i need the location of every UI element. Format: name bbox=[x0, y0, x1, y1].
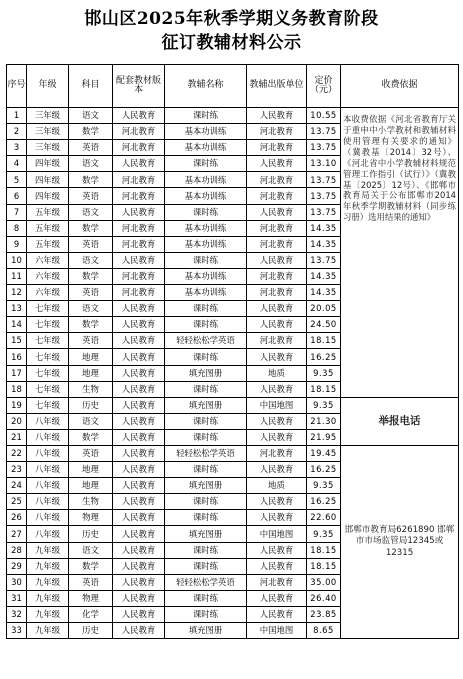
cell-subject: 英语 bbox=[69, 333, 113, 349]
cell-material-name: 基本功训练 bbox=[165, 172, 247, 188]
cell-edition: 人民教育 bbox=[113, 462, 165, 478]
cell-grade: 四年级 bbox=[27, 172, 69, 188]
cell-material-name: 基本功训练 bbox=[165, 140, 247, 156]
table-header-row bbox=[7, 65, 459, 108]
cell-grade: 四年级 bbox=[27, 156, 69, 172]
header-edition: 配套教材版本 bbox=[113, 65, 165, 108]
cell-material-name: 课时练 bbox=[165, 381, 247, 397]
cell-price: 21.30 bbox=[307, 413, 341, 429]
cell-price: 18.15 bbox=[307, 333, 341, 349]
cell-publisher: 中国地图 bbox=[247, 526, 307, 542]
cell-grade: 八年级 bbox=[27, 413, 69, 429]
cell-publisher: 河北教育 bbox=[247, 220, 307, 236]
cell-subject: 数学 bbox=[69, 268, 113, 284]
cell-seq: 1 bbox=[7, 108, 27, 124]
cell-grade: 八年级 bbox=[27, 510, 69, 526]
cell-seq: 25 bbox=[7, 494, 27, 510]
cell-material-name: 基本功训练 bbox=[165, 188, 247, 204]
cell-price: 13.75 bbox=[307, 140, 341, 156]
cell-material-name: 基本功训练 bbox=[165, 236, 247, 252]
cell-price: 18.15 bbox=[307, 558, 341, 574]
cell-subject: 语文 bbox=[69, 301, 113, 317]
cell-publisher: 人民教育 bbox=[247, 462, 307, 478]
cell-publisher: 人民教育 bbox=[247, 317, 307, 333]
header-basis: 收费依据 bbox=[341, 65, 459, 108]
cell-grade: 七年级 bbox=[27, 301, 69, 317]
cell-subject: 历史 bbox=[69, 397, 113, 413]
cell-publisher: 人民教育 bbox=[247, 606, 307, 622]
cell-edition: 人民教育 bbox=[113, 108, 165, 124]
cell-grade: 九年级 bbox=[27, 574, 69, 590]
cell-subject: 数学 bbox=[69, 429, 113, 445]
cell-price: 14.35 bbox=[307, 220, 341, 236]
cell-price: 10.55 bbox=[307, 108, 341, 124]
cell-grade: 九年级 bbox=[27, 542, 69, 558]
cell-seq: 21 bbox=[7, 429, 27, 445]
cell-edition: 人民教育 bbox=[113, 510, 165, 526]
cell-seq: 23 bbox=[7, 462, 27, 478]
cell-publisher: 人民教育 bbox=[247, 413, 307, 429]
cell-grade: 九年级 bbox=[27, 606, 69, 622]
cell-grade: 八年级 bbox=[27, 462, 69, 478]
cell-material-name: 填充图册 bbox=[165, 478, 247, 494]
cell-publisher: 河北教育 bbox=[247, 236, 307, 252]
cell-publisher: 地质 bbox=[247, 478, 307, 494]
cell-seq: 24 bbox=[7, 478, 27, 494]
cell-material-name: 课时练 bbox=[165, 462, 247, 478]
cell-publisher: 人民教育 bbox=[247, 349, 307, 365]
cell-edition: 人民教育 bbox=[113, 365, 165, 381]
cell-edition: 人民教育 bbox=[113, 349, 165, 365]
cell-material-name: 填充图册 bbox=[165, 365, 247, 381]
cell-grade: 三年级 bbox=[27, 140, 69, 156]
cell-material-name: 课时练 bbox=[165, 429, 247, 445]
cell-subject: 历史 bbox=[69, 526, 113, 542]
cell-edition: 人民教育 bbox=[113, 590, 165, 606]
cell-seq: 3 bbox=[7, 140, 27, 156]
cell-edition: 人民教育 bbox=[113, 252, 165, 268]
cell-subject: 地理 bbox=[69, 365, 113, 381]
cell-publisher: 中国地图 bbox=[247, 397, 307, 413]
cell-publisher: 人民教育 bbox=[247, 301, 307, 317]
cell-grade: 八年级 bbox=[27, 445, 69, 461]
cell-edition: 人民教育 bbox=[113, 623, 165, 639]
cell-publisher: 河北教育 bbox=[247, 124, 307, 140]
cell-price: 19.45 bbox=[307, 445, 341, 461]
cell-subject: 地理 bbox=[69, 349, 113, 365]
cell-price: 20.05 bbox=[307, 301, 341, 317]
cell-price: 13.75 bbox=[307, 124, 341, 140]
cell-subject: 英语 bbox=[69, 188, 113, 204]
cell-edition: 人民教育 bbox=[113, 558, 165, 574]
cell-grade: 八年级 bbox=[27, 526, 69, 542]
fee-basis-text: 本收费依据《河北省教育厅关于重申中小学教材和教辅材料使用管理有关要求的通知》（冀教基〔2014〕32号）、《河北省中小学教辅材料规范管理工作指引（试行）》（冀教基〔2025〕12号）、《邯郸市教育局关于公布邯郸市2014年秋季学期教辅材料（同步练习册）选用结果的通知》 bbox=[341, 108, 459, 398]
cell-price: 13.75 bbox=[307, 172, 341, 188]
cell-subject: 语文 bbox=[69, 108, 113, 124]
cell-subject: 英语 bbox=[69, 285, 113, 301]
cell-price: 9.35 bbox=[307, 478, 341, 494]
cell-subject: 英语 bbox=[69, 140, 113, 156]
cell-seq: 7 bbox=[7, 204, 27, 220]
cell-edition: 人民教育 bbox=[113, 413, 165, 429]
cell-material-name: 课时练 bbox=[165, 204, 247, 220]
cell-price: 21.95 bbox=[307, 429, 341, 445]
cell-price: 35.00 bbox=[307, 574, 341, 590]
cell-material-name: 填充图册 bbox=[165, 623, 247, 639]
cell-publisher: 中国地图 bbox=[247, 623, 307, 639]
cell-material-name: 课时练 bbox=[165, 494, 247, 510]
table-row bbox=[7, 108, 459, 124]
cell-seq: 17 bbox=[7, 365, 27, 381]
cell-material-name: 填充图册 bbox=[165, 397, 247, 413]
cell-subject: 英语 bbox=[69, 236, 113, 252]
cell-seq: 27 bbox=[7, 526, 27, 542]
cell-publisher: 河北教育 bbox=[247, 268, 307, 284]
cell-grade: 五年级 bbox=[27, 236, 69, 252]
cell-material-name: 课时练 bbox=[165, 156, 247, 172]
table-row bbox=[7, 445, 459, 461]
report-phone-label: 举报电话 bbox=[341, 397, 459, 445]
cell-subject: 历史 bbox=[69, 623, 113, 639]
cell-edition: 人民教育 bbox=[113, 333, 165, 349]
cell-edition: 人民教育 bbox=[113, 301, 165, 317]
cell-seq: 13 bbox=[7, 301, 27, 317]
cell-price: 9.35 bbox=[307, 526, 341, 542]
cell-subject: 物理 bbox=[69, 510, 113, 526]
cell-publisher: 人民教育 bbox=[247, 156, 307, 172]
cell-price: 13.75 bbox=[307, 204, 341, 220]
header-price: 定价（元） bbox=[307, 65, 341, 108]
cell-grade: 八年级 bbox=[27, 478, 69, 494]
cell-seq: 8 bbox=[7, 220, 27, 236]
cell-seq: 6 bbox=[7, 188, 27, 204]
cell-grade: 七年级 bbox=[27, 397, 69, 413]
cell-price: 9.35 bbox=[307, 365, 341, 381]
cell-subject: 地理 bbox=[69, 478, 113, 494]
cell-grade: 八年级 bbox=[27, 429, 69, 445]
cell-publisher: 人民教育 bbox=[247, 542, 307, 558]
cell-material-name: 基本功训练 bbox=[165, 285, 247, 301]
cell-publisher: 河北教育 bbox=[247, 445, 307, 461]
cell-seq: 32 bbox=[7, 606, 27, 622]
cell-grade: 四年级 bbox=[27, 188, 69, 204]
cell-price: 13.75 bbox=[307, 188, 341, 204]
cell-publisher: 人民教育 bbox=[247, 429, 307, 445]
cell-edition: 人民教育 bbox=[113, 574, 165, 590]
cell-publisher: 河北教育 bbox=[247, 333, 307, 349]
cell-grade: 五年级 bbox=[27, 220, 69, 236]
header-subject: 科目 bbox=[69, 65, 113, 108]
cell-edition: 河北教育 bbox=[113, 172, 165, 188]
cell-seq: 22 bbox=[7, 445, 27, 461]
cell-material-name: 基本功训练 bbox=[165, 268, 247, 284]
cell-edition: 河北教育 bbox=[113, 285, 165, 301]
cell-subject: 英语 bbox=[69, 445, 113, 461]
cell-grade: 七年级 bbox=[27, 349, 69, 365]
cell-publisher: 人民教育 bbox=[247, 494, 307, 510]
cell-seq: 16 bbox=[7, 349, 27, 365]
materials-table bbox=[6, 64, 459, 639]
cell-seq: 10 bbox=[7, 252, 27, 268]
cell-grade: 三年级 bbox=[27, 108, 69, 124]
cell-material-name: 课时练 bbox=[165, 606, 247, 622]
cell-seq: 2 bbox=[7, 124, 27, 140]
cell-publisher: 人民教育 bbox=[247, 558, 307, 574]
cell-grade: 五年级 bbox=[27, 204, 69, 220]
cell-edition: 人民教育 bbox=[113, 429, 165, 445]
cell-material-name: 课时练 bbox=[165, 252, 247, 268]
cell-subject: 语文 bbox=[69, 252, 113, 268]
cell-material-name: 课时练 bbox=[165, 542, 247, 558]
cell-grade: 八年级 bbox=[27, 494, 69, 510]
cell-publisher: 人民教育 bbox=[247, 108, 307, 124]
cell-material-name: 课时练 bbox=[165, 317, 247, 333]
cell-price: 13.75 bbox=[307, 252, 341, 268]
header-seq: 序号 bbox=[7, 65, 27, 108]
cell-subject: 数学 bbox=[69, 172, 113, 188]
cell-edition: 人民教育 bbox=[113, 542, 165, 558]
cell-publisher: 河北教育 bbox=[247, 188, 307, 204]
cell-edition: 人民教育 bbox=[113, 494, 165, 510]
page-subtitle: 征订教辅材料公示 bbox=[161, 33, 302, 53]
cell-edition: 人民教育 bbox=[113, 317, 165, 333]
cell-publisher: 人民教育 bbox=[247, 590, 307, 606]
cell-seq: 14 bbox=[7, 317, 27, 333]
cell-grade: 六年级 bbox=[27, 285, 69, 301]
cell-edition: 人民教育 bbox=[113, 526, 165, 542]
cell-seq: 31 bbox=[7, 590, 27, 606]
cell-edition: 人民教育 bbox=[113, 606, 165, 622]
cell-price: 13.10 bbox=[307, 156, 341, 172]
cell-seq: 28 bbox=[7, 542, 27, 558]
cell-material-name: 课时练 bbox=[165, 349, 247, 365]
cell-subject: 地理 bbox=[69, 462, 113, 478]
cell-material-name: 基本功训练 bbox=[165, 124, 247, 140]
cell-seq: 11 bbox=[7, 268, 27, 284]
cell-price: 23.85 bbox=[307, 606, 341, 622]
cell-subject: 数学 bbox=[69, 220, 113, 236]
cell-price: 14.35 bbox=[307, 285, 341, 301]
header-publisher: 教辅出版单位 bbox=[247, 65, 307, 108]
cell-subject: 语文 bbox=[69, 204, 113, 220]
cell-edition: 河北教育 bbox=[113, 124, 165, 140]
cell-edition: 人民教育 bbox=[113, 204, 165, 220]
cell-edition: 河北教育 bbox=[113, 220, 165, 236]
cell-subject: 化学 bbox=[69, 606, 113, 622]
cell-subject: 语文 bbox=[69, 413, 113, 429]
cell-publisher: 人民教育 bbox=[247, 252, 307, 268]
cell-subject: 物理 bbox=[69, 590, 113, 606]
cell-price: 24.50 bbox=[307, 317, 341, 333]
cell-grade: 七年级 bbox=[27, 333, 69, 349]
cell-grade: 九年级 bbox=[27, 623, 69, 639]
cell-price: 16.25 bbox=[307, 494, 341, 510]
cell-material-name: 课时练 bbox=[165, 108, 247, 124]
cell-grade: 七年级 bbox=[27, 365, 69, 381]
cell-grade: 九年级 bbox=[27, 558, 69, 574]
cell-price: 18.15 bbox=[307, 381, 341, 397]
cell-grade: 三年级 bbox=[27, 124, 69, 140]
cell-grade: 七年级 bbox=[27, 317, 69, 333]
table-row bbox=[7, 397, 459, 413]
cell-subject: 数学 bbox=[69, 558, 113, 574]
cell-grade: 六年级 bbox=[27, 252, 69, 268]
cell-seq: 20 bbox=[7, 413, 27, 429]
cell-price: 16.25 bbox=[307, 349, 341, 365]
cell-seq: 30 bbox=[7, 574, 27, 590]
cell-edition: 人民教育 bbox=[113, 156, 165, 172]
cell-material-name: 课时练 bbox=[165, 413, 247, 429]
cell-publisher: 人民教育 bbox=[247, 510, 307, 526]
cell-material-name: 填充图册 bbox=[165, 526, 247, 542]
cell-publisher: 地质 bbox=[247, 365, 307, 381]
cell-seq: 15 bbox=[7, 333, 27, 349]
cell-seq: 33 bbox=[7, 623, 27, 639]
cell-seq: 19 bbox=[7, 397, 27, 413]
cell-subject: 数学 bbox=[69, 317, 113, 333]
cell-edition: 人民教育 bbox=[113, 381, 165, 397]
cell-edition: 河北教育 bbox=[113, 188, 165, 204]
cell-material-name: 轻轻松松学英语 bbox=[165, 445, 247, 461]
cell-grade: 七年级 bbox=[27, 381, 69, 397]
cell-material-name: 课时练 bbox=[165, 510, 247, 526]
cell-price: 9.35 bbox=[307, 397, 341, 413]
cell-subject: 语文 bbox=[69, 542, 113, 558]
cell-subject: 语文 bbox=[69, 156, 113, 172]
header-name: 教辅名称 bbox=[165, 65, 247, 108]
cell-edition: 人民教育 bbox=[113, 445, 165, 461]
cell-material-name: 轻轻松松学英语 bbox=[165, 574, 247, 590]
cell-publisher: 人民教育 bbox=[247, 381, 307, 397]
cell-seq: 18 bbox=[7, 381, 27, 397]
cell-price: 26.40 bbox=[307, 590, 341, 606]
cell-seq: 29 bbox=[7, 558, 27, 574]
cell-price: 8.65 bbox=[307, 623, 341, 639]
cell-material-name: 轻轻松松学英语 bbox=[165, 333, 247, 349]
table-body bbox=[7, 108, 459, 639]
cell-material-name: 课时练 bbox=[165, 558, 247, 574]
cell-subject: 生物 bbox=[69, 381, 113, 397]
cell-subject: 英语 bbox=[69, 574, 113, 590]
cell-seq: 12 bbox=[7, 285, 27, 301]
cell-price: 14.35 bbox=[307, 268, 341, 284]
cell-publisher: 河北教育 bbox=[247, 172, 307, 188]
cell-seq: 9 bbox=[7, 236, 27, 252]
cell-material-name: 课时练 bbox=[165, 301, 247, 317]
cell-edition: 人民教育 bbox=[113, 397, 165, 413]
cell-price: 14.35 bbox=[307, 236, 341, 252]
cell-edition: 河北教育 bbox=[113, 268, 165, 284]
cell-seq: 26 bbox=[7, 510, 27, 526]
report-contact-numbers: 邯郸市教育局6261890 邯郸市市场监管局12345或12315 bbox=[341, 445, 459, 638]
cell-publisher: 人民教育 bbox=[247, 204, 307, 220]
cell-edition: 河北教育 bbox=[113, 236, 165, 252]
cell-price: 22.60 bbox=[307, 510, 341, 526]
page-title: 邯山区2025年秋季学期义务教育阶段 bbox=[84, 9, 379, 29]
cell-publisher: 河北教育 bbox=[247, 574, 307, 590]
cell-seq: 4 bbox=[7, 156, 27, 172]
cell-seq: 5 bbox=[7, 172, 27, 188]
cell-edition: 河北教育 bbox=[113, 140, 165, 156]
cell-price: 16.25 bbox=[307, 462, 341, 478]
cell-price: 18.15 bbox=[307, 542, 341, 558]
cell-material-name: 基本功训练 bbox=[165, 220, 247, 236]
cell-grade: 六年级 bbox=[27, 268, 69, 284]
cell-publisher: 河北教育 bbox=[247, 285, 307, 301]
cell-edition: 人民教育 bbox=[113, 478, 165, 494]
header-grade: 年级 bbox=[27, 65, 69, 108]
cell-subject: 数学 bbox=[69, 124, 113, 140]
cell-grade: 九年级 bbox=[27, 590, 69, 606]
cell-material-name: 课时练 bbox=[165, 590, 247, 606]
cell-subject: 生物 bbox=[69, 494, 113, 510]
cell-publisher: 河北教育 bbox=[247, 140, 307, 156]
